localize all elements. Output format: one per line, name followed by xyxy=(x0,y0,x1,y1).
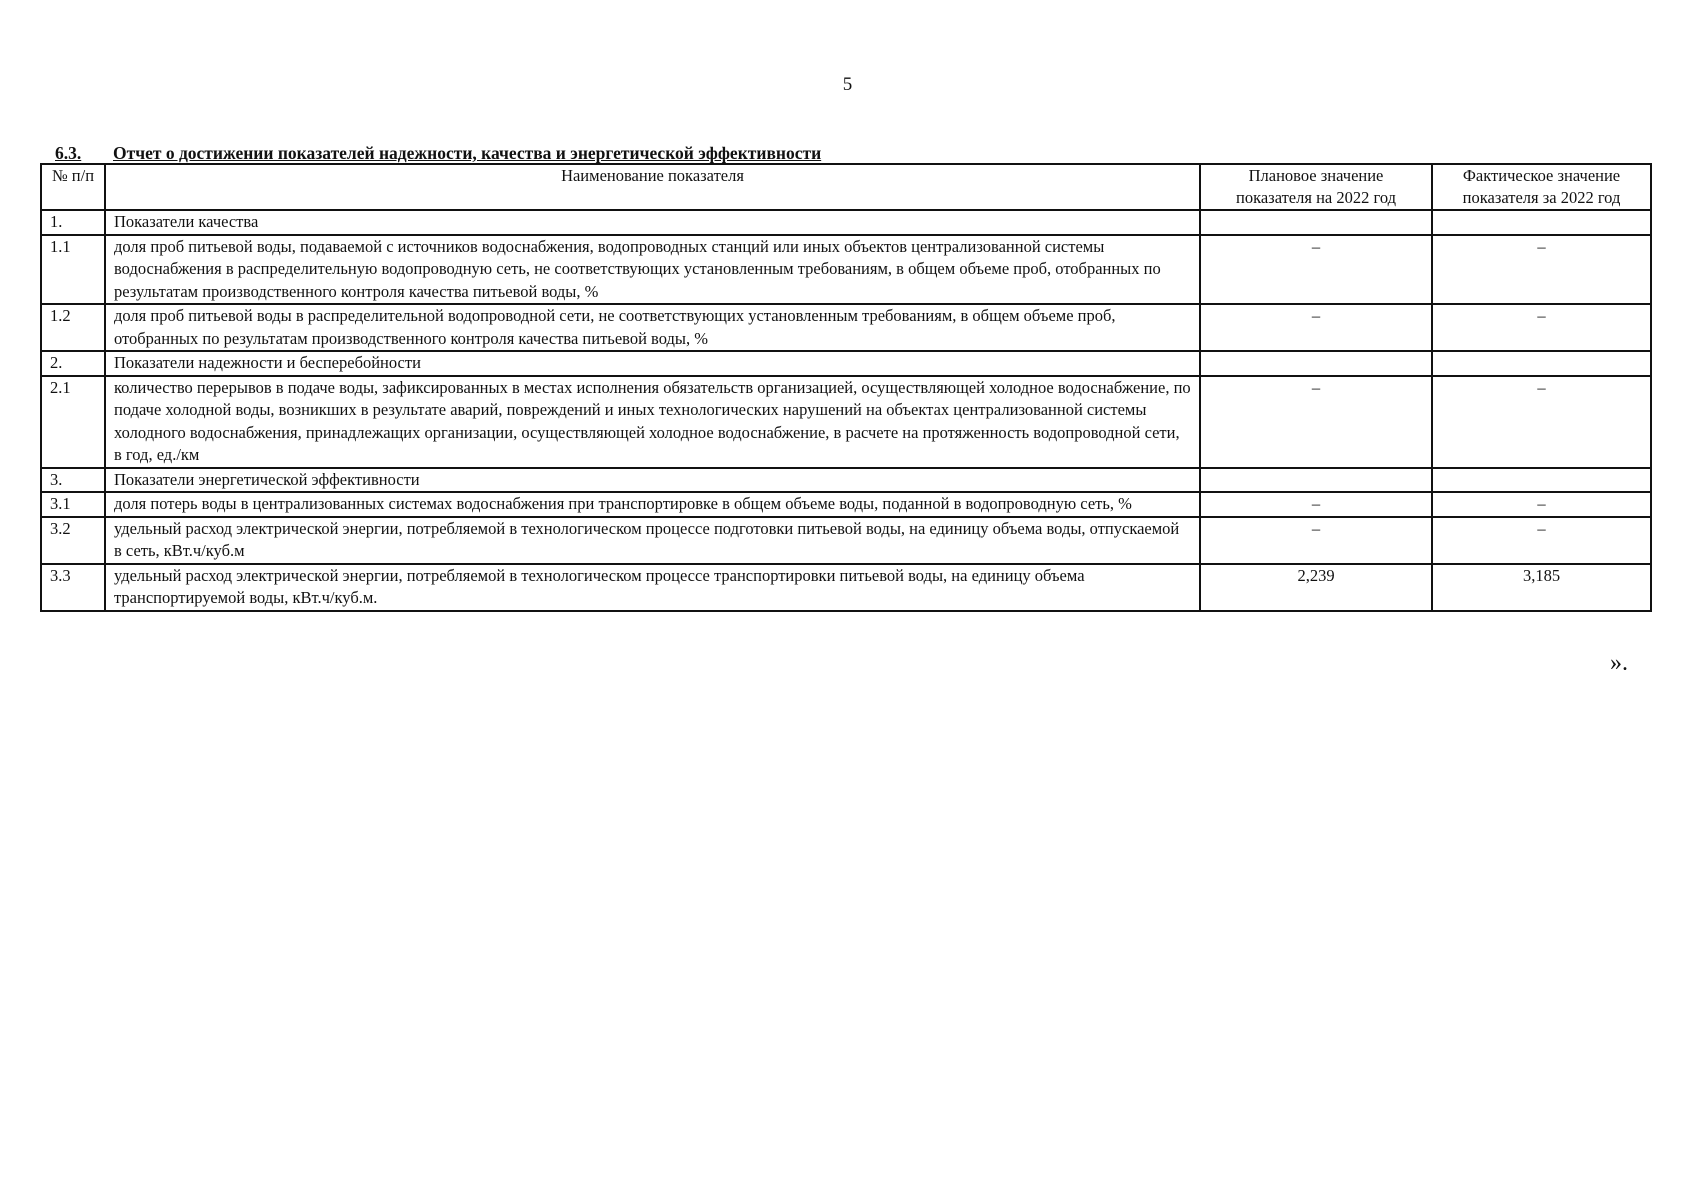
row-fact xyxy=(1432,351,1651,376)
row-name: Показатели энергетической эффективности xyxy=(105,468,1200,493)
row-num: 3.1 xyxy=(41,492,105,517)
row-name: Показатели качества xyxy=(105,210,1200,235)
row-name: удельный расход электрической энергии, потребляемой в технологическом процессе подготовки питьевой воды, на единицу объема воды, отпускаемой в сеть, кВт.ч/куб.м xyxy=(105,517,1200,564)
header-fact: Фактическое значение показателя за 2022 год xyxy=(1432,164,1651,210)
table-row xyxy=(41,517,1651,564)
row-num: 3. xyxy=(41,468,105,493)
row-name: удельный расход электрической энергии, потребляемой в технологическом процессе транспортировки питьевой воды, на единицу объема транспортируемой воды, кВт.ч/куб.м. xyxy=(105,564,1200,611)
row-fact xyxy=(1432,468,1651,493)
row-plan: – xyxy=(1200,376,1432,468)
row-fact: 3,185 xyxy=(1432,564,1651,611)
table-row xyxy=(41,468,1651,493)
row-name: количество перерывов в подаче воды, зафиксированных в местах исполнения обязательств организацией, осуществляющей холодное водоснабжение, по подаче холодной воды, возникших в результате аварий, повреждений и иных технологических нарушений на объектах централизованной системы холодного водоснабжения, принадлежащих организации, осуществляющей холодное водоснабжение, в расчете на протяженность водопроводной сети, в год, ед./км xyxy=(105,376,1200,468)
table-header-row xyxy=(41,164,1651,210)
row-fact: – xyxy=(1432,304,1651,351)
header-name: Наименование показателя xyxy=(105,164,1200,210)
row-fact: – xyxy=(1432,235,1651,305)
indicators-table xyxy=(40,163,1652,612)
section-heading xyxy=(55,143,821,164)
header-plan: Плановое значение показателя на 2022 год xyxy=(1200,164,1432,210)
table-row xyxy=(41,235,1651,305)
row-plan: – xyxy=(1200,304,1432,351)
header-num: № п/п xyxy=(41,164,105,210)
row-num: 3.3 xyxy=(41,564,105,611)
row-name: доля потерь воды в централизованных системах водоснабжения при транспортировке в общем объеме воды, поданной в водопроводную сеть, % xyxy=(105,492,1200,517)
row-fact: – xyxy=(1432,517,1651,564)
section-number: 6.3. xyxy=(55,143,82,163)
row-fact xyxy=(1432,210,1651,235)
row-num: 1. xyxy=(41,210,105,235)
row-num: 2. xyxy=(41,351,105,376)
table-row xyxy=(41,351,1651,376)
row-name: доля проб питьевой воды, подаваемой с источников водоснабжения, водопроводных станций или иных объектов централизованной системы водоснабжения в распределительную водопроводную сеть, не соответствующих установленным требованиям, в общем объеме проб, отобранных по результатам производственного контроля качества питьевой воды, % xyxy=(105,235,1200,305)
row-plan: – xyxy=(1200,492,1432,517)
closing-quote-mark: ». xyxy=(1610,650,1628,676)
row-name: Показатели надежности и бесперебойности xyxy=(105,351,1200,376)
row-plan: – xyxy=(1200,517,1432,564)
row-plan: – xyxy=(1200,235,1432,305)
row-fact: – xyxy=(1432,376,1651,468)
section-title: Отчет о достижении показателей надежности, качества и энергетической эффективности xyxy=(113,143,822,163)
row-name: доля проб питьевой воды в распределительной водопроводной сети, не соответствующих установленным требованиям, в общем объеме проб, отобранных по результатам производственного контроля качества питьевой воды, % xyxy=(105,304,1200,351)
row-num: 1.2 xyxy=(41,304,105,351)
table-row xyxy=(41,376,1651,468)
table-row xyxy=(41,564,1651,611)
table-row xyxy=(41,210,1651,235)
row-fact: – xyxy=(1432,492,1651,517)
row-plan xyxy=(1200,210,1432,235)
row-num: 2.1 xyxy=(41,376,105,468)
table-row xyxy=(41,304,1651,351)
row-plan: 2,239 xyxy=(1200,564,1432,611)
page-number: 5 xyxy=(842,74,853,95)
row-plan xyxy=(1200,351,1432,376)
table-row xyxy=(41,492,1651,517)
row-plan xyxy=(1200,468,1432,493)
row-num: 1.1 xyxy=(41,235,105,305)
row-num: 3.2 xyxy=(41,517,105,564)
